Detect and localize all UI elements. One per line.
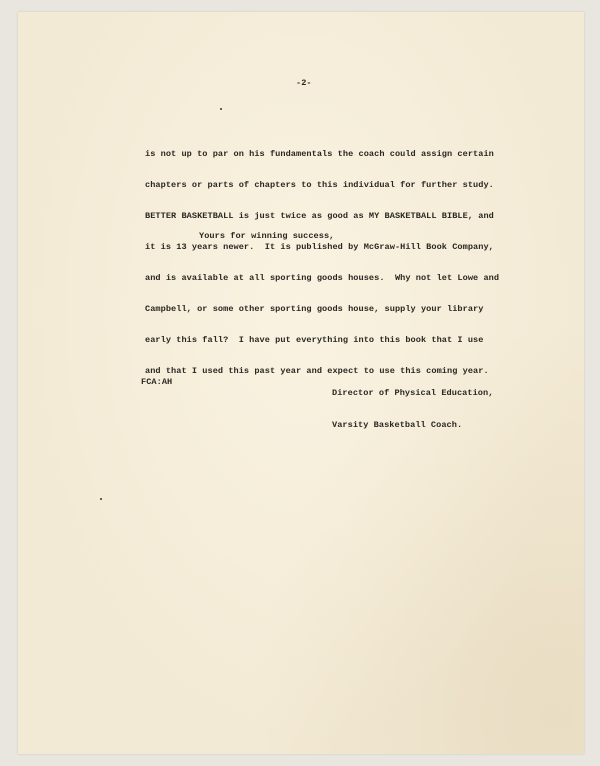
body-line: early this fall? I have put everything into this book that I use: [145, 334, 484, 345]
body-line: Campbell, or some other sporting goods house, supply your library: [145, 303, 484, 314]
letter-page: [18, 12, 584, 754]
letter-body: [145, 128, 499, 397]
body-line: and is available at all sporting goods houses. Why not let Lowe and: [145, 272, 500, 283]
body-line: chapters or parts of chapters to this individual for further study.: [145, 179, 494, 190]
ink-speck: [220, 108, 222, 110]
signature-title-line: Director of Physical Education,: [332, 388, 494, 398]
closing-line: Yours for winning success,: [199, 231, 335, 241]
signature-title: [332, 367, 493, 451]
body-line: is not up to par on his fundamentals the coach could assign certain: [145, 148, 494, 159]
body-line: BETTER BASKETBALL is just twice as good as MY BASKETBALL BIBLE, and: [145, 210, 494, 221]
body-line: and that I used this past year and expect to use this coming year.: [145, 365, 489, 376]
signature-title-line: Varsity Basketball Coach.: [332, 419, 463, 430]
typist-initials: FCA:AH: [141, 377, 173, 387]
page-number: -2-: [296, 78, 312, 88]
ink-speck: [100, 498, 102, 500]
body-line: it is 13 years newer. It is published by McGraw-Hill Book Company,: [145, 241, 494, 252]
